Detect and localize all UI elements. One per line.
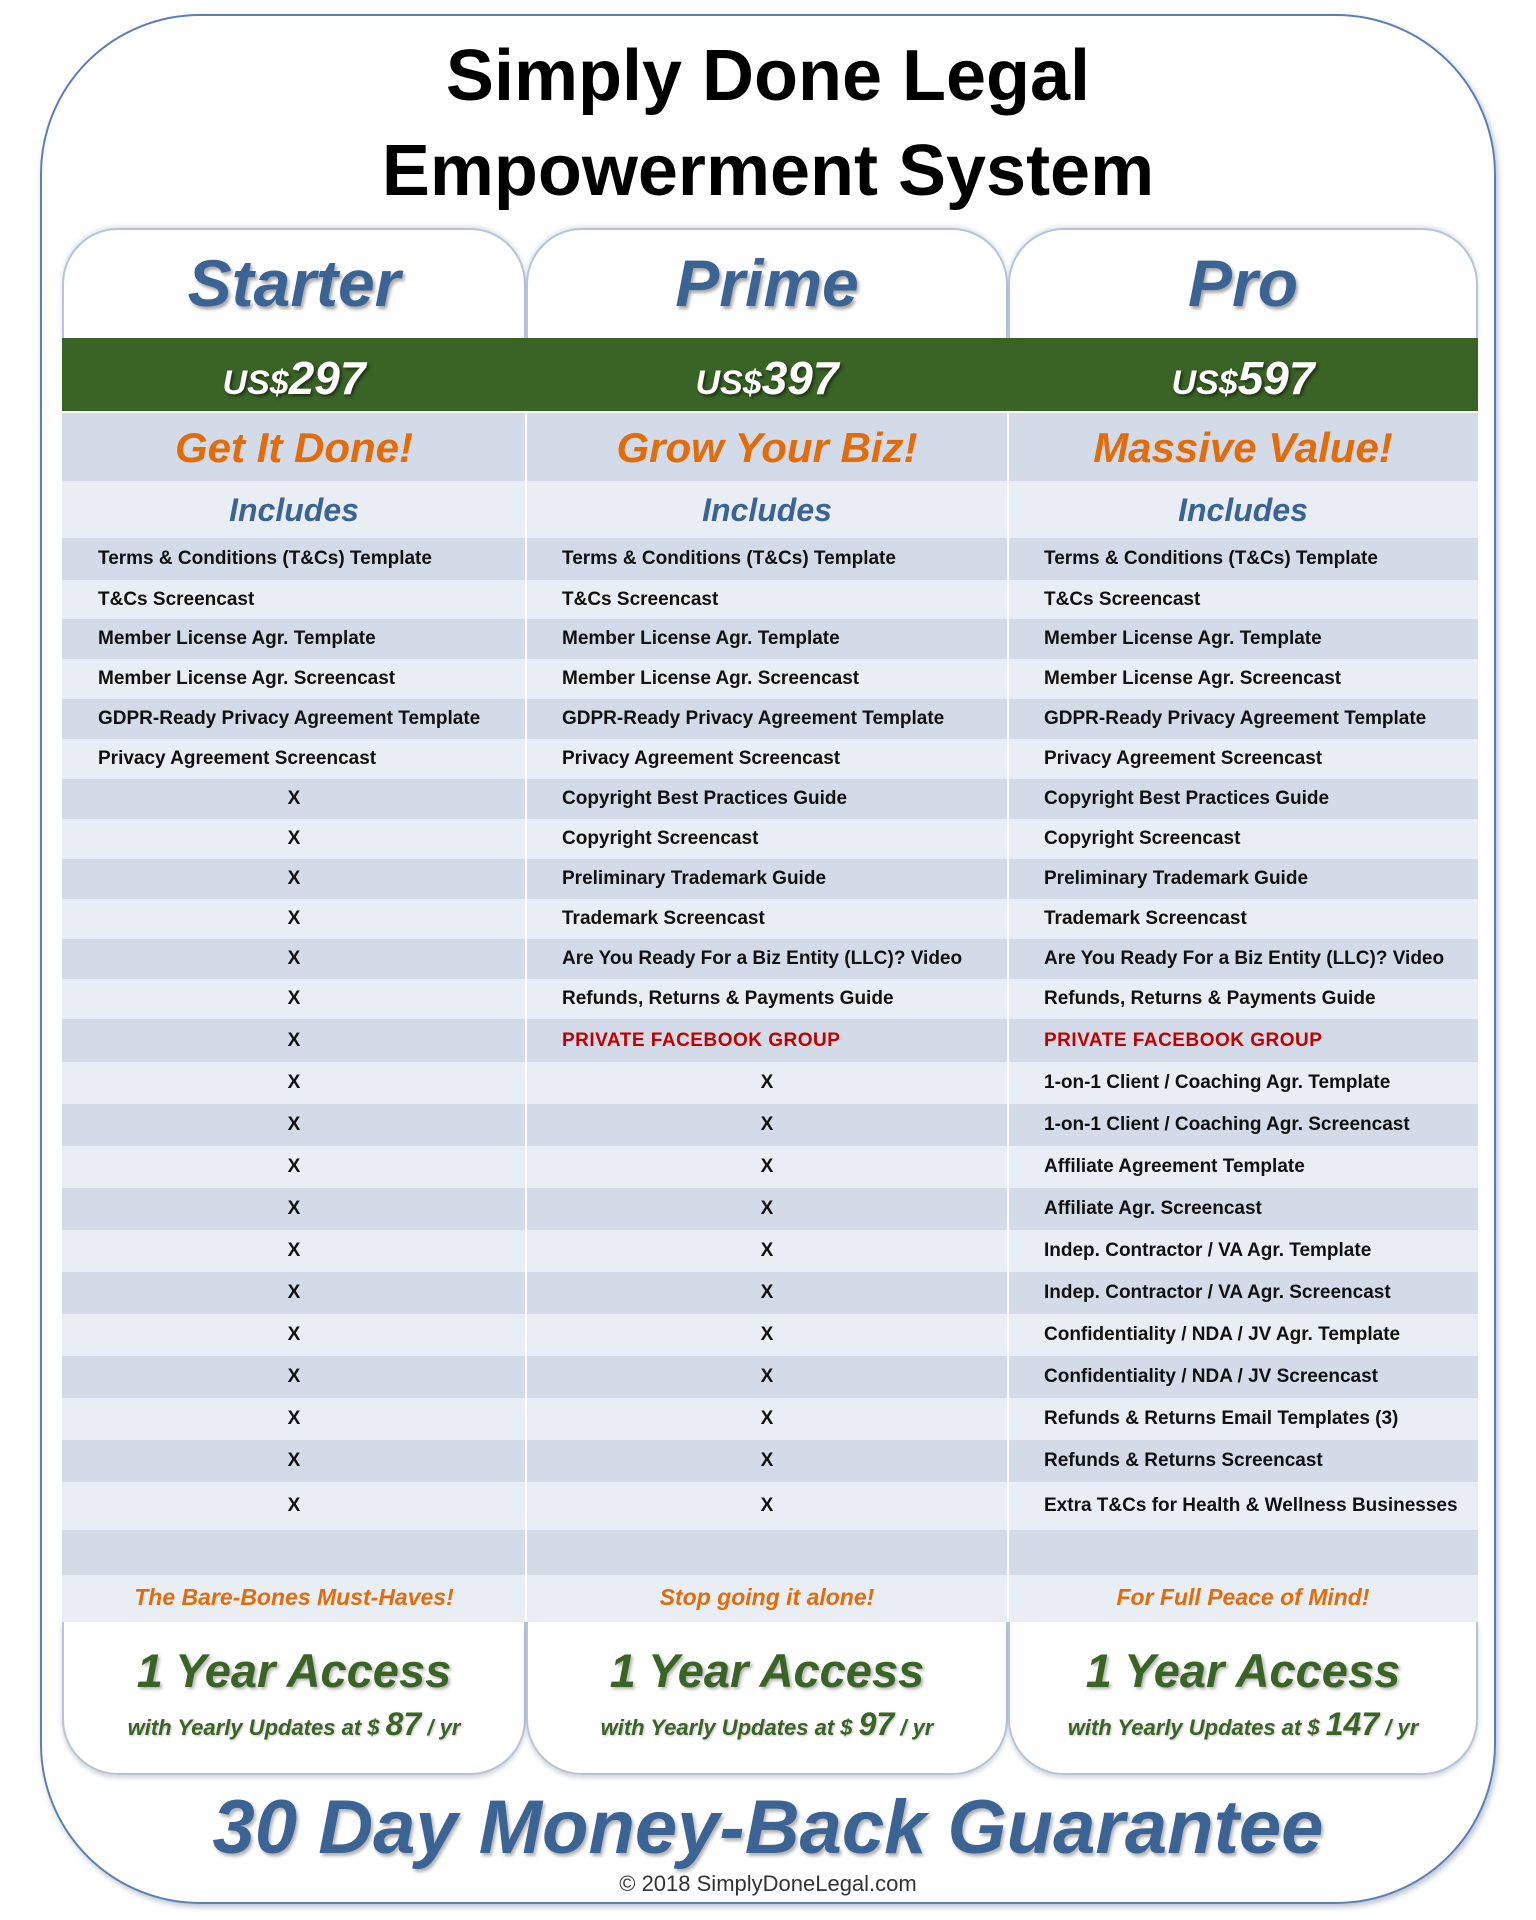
yearly-updates-starter <box>62 1704 526 1748</box>
not-included-mark: X <box>287 1450 301 1471</box>
not-included-mark: X <box>287 1072 301 1093</box>
feature-item: Preliminary Trademark Guide <box>562 868 827 889</box>
yearly-prefix: with Yearly Updates at $ <box>127 1715 380 1740</box>
feature-item: T&Cs Screencast <box>1044 588 1201 610</box>
feature-item: Indep. Contractor / VA Agr. Screencast <box>1044 1282 1391 1303</box>
access-starter: 1 Year Access <box>136 1644 452 1697</box>
not-included-mark: X <box>760 1156 774 1177</box>
feature-item: Terms & Conditions (T&Cs) Template <box>562 548 896 569</box>
not-included-mark: X <box>760 1450 774 1471</box>
yearly-suffix: / yr <box>427 1715 461 1740</box>
feature-item: Member License Agr. Template <box>562 628 840 649</box>
feature-item: Privacy Agreement Screencast <box>1044 748 1323 769</box>
not-included-mark: X <box>760 1282 774 1303</box>
yearly-suffix: / yr <box>900 1715 934 1740</box>
not-included-mark: X <box>287 1198 301 1219</box>
not-included-mark: X <box>760 1072 774 1093</box>
feature-item: T&Cs Screencast <box>98 588 255 610</box>
feature-item: GDPR-Ready Privacy Agreement Template <box>98 708 481 729</box>
feature-item: Trademark Screencast <box>1044 908 1247 929</box>
not-included-mark: X <box>760 1408 774 1429</box>
private-facebook-group-feature: PRIVATE FACEBOOK GROUP <box>562 1029 841 1051</box>
feature-item: Copyright Best Practices Guide <box>1044 788 1330 809</box>
feature-item: Extra T&Cs for Health & Wellness Businesses <box>1044 1495 1458 1516</box>
includes-heading-pro: Includes <box>1178 492 1308 528</box>
price-currency: US$ <box>1171 364 1238 402</box>
copyright-notice: © 2018 SimplyDoneLegal.com <box>619 1871 917 1896</box>
not-included-mark: X <box>287 1156 301 1177</box>
feature-item: Member License Agr. Screencast <box>562 668 860 689</box>
feature-item: Are You Ready For a Biz Entity (LLC)? Video <box>562 948 963 969</box>
yearly-amount: 97 <box>858 1706 895 1742</box>
price-pro <box>1008 338 1478 411</box>
feature-item: 1-on-1 Client / Coaching Agr. Template <box>1044 1072 1391 1093</box>
money-back-guarantee: 30 Day Money-Back Guarantee <box>212 1785 1324 1870</box>
page-title-line2: Empowerment System <box>381 131 1155 211</box>
tagline-pro: For Full Peace of Mind! <box>1116 1584 1370 1610</box>
not-included-mark: X <box>760 1114 774 1135</box>
slogan-prime: Grow Your Biz! <box>616 424 918 471</box>
access-pro: 1 Year Access <box>1085 1644 1401 1697</box>
not-included-mark: X <box>287 828 301 849</box>
tagline-prime: Stop going it alone! <box>659 1584 875 1610</box>
price-amount: 397 <box>761 352 839 404</box>
feature-item: Member License Agr. Screencast <box>1044 668 1342 689</box>
feature-item: Member License Agr. Screencast <box>98 668 396 689</box>
feature-item: Trademark Screencast <box>562 908 765 929</box>
not-included-mark: X <box>287 1282 301 1303</box>
slogan-starter: Get It Done! <box>175 424 413 471</box>
yearly-prefix: with Yearly Updates at $ <box>600 1715 853 1740</box>
spacer-row <box>62 1530 1478 1575</box>
page-title-line1: Simply Done Legal <box>445 36 1091 116</box>
not-included-mark: X <box>760 1198 774 1219</box>
feature-item: Refunds & Returns Screencast <box>1044 1450 1323 1471</box>
feature-item: Confidentiality / NDA / JV Agr. Template <box>1044 1324 1401 1345</box>
feature-item: Member License Agr. Template <box>98 628 376 649</box>
price-currency: US$ <box>222 364 289 402</box>
feature-item: Copyright Screencast <box>562 828 759 849</box>
feature-item: Copyright Screencast <box>1044 828 1241 849</box>
feature-item: Affiliate Agr. Screencast <box>1044 1198 1262 1219</box>
not-included-mark: X <box>287 1029 301 1051</box>
feature-item: Terms & Conditions (T&Cs) Template <box>1044 548 1378 569</box>
includes-heading-prime: Includes <box>702 492 832 528</box>
feature-item: 1-on-1 Client / Coaching Agr. Screencast <box>1044 1114 1410 1135</box>
feature-item: T&Cs Screencast <box>562 588 719 610</box>
feature-item: Terms & Conditions (T&Cs) Template <box>98 548 432 569</box>
feature-item: GDPR-Ready Privacy Agreement Template <box>1044 708 1427 729</box>
not-included-mark: X <box>287 788 301 809</box>
tier-name-pro: Pro <box>1187 246 1299 320</box>
yearly-prefix: with Yearly Updates at $ <box>1067 1715 1320 1740</box>
feature-item: GDPR-Ready Privacy Agreement Template <box>562 708 945 729</box>
not-included-mark: X <box>287 1240 301 1261</box>
yearly-amount: 87 <box>385 1706 422 1742</box>
yearly-suffix: / yr <box>1385 1715 1419 1740</box>
price-amount: 297 <box>288 352 366 404</box>
not-included-mark: X <box>287 1324 301 1345</box>
not-included-mark: X <box>287 1495 301 1516</box>
price-amount: 597 <box>1237 352 1315 404</box>
tier-name-prime: Prime <box>675 246 859 320</box>
feature-item: Are You Ready For a Biz Entity (LLC)? Video <box>1044 948 1445 969</box>
access-prime: 1 Year Access <box>609 1644 925 1697</box>
feature-item: Affiliate Agreement Template <box>1044 1156 1305 1177</box>
price-prime <box>526 338 1008 411</box>
yearly-updates-pro <box>1008 1704 1478 1748</box>
not-included-mark: X <box>287 948 301 969</box>
not-included-mark: X <box>287 868 301 889</box>
feature-item: Member License Agr. Template <box>1044 628 1322 649</box>
feature-item: Preliminary Trademark Guide <box>1044 868 1309 889</box>
not-included-mark: X <box>287 988 301 1009</box>
feature-item: Refunds, Returns & Payments Guide <box>1044 988 1376 1009</box>
feature-item: Indep. Contractor / VA Agr. Template <box>1044 1240 1372 1261</box>
price-starter <box>62 338 526 411</box>
not-included-mark: X <box>760 1324 774 1345</box>
feature-item: Refunds, Returns & Payments Guide <box>562 988 894 1009</box>
not-included-mark: X <box>760 1495 774 1516</box>
not-included-mark: X <box>287 1114 301 1135</box>
not-included-mark: X <box>287 1408 301 1429</box>
feature-item: Copyright Best Practices Guide <box>562 788 848 809</box>
tagline-starter: The Bare-Bones Must-Haves! <box>134 1584 454 1610</box>
feature-item: Refunds & Returns Email Templates (3) <box>1044 1408 1399 1429</box>
not-included-mark: X <box>760 1240 774 1261</box>
private-facebook-group-feature: PRIVATE FACEBOOK GROUP <box>1044 1029 1323 1051</box>
not-included-mark: X <box>760 1366 774 1387</box>
yearly-amount: 147 <box>1325 1706 1380 1742</box>
tier-name-starter: Starter <box>187 246 401 320</box>
slogan-pro: Massive Value! <box>1093 424 1393 471</box>
feature-item: Privacy Agreement Screencast <box>98 748 377 769</box>
feature-item: Privacy Agreement Screencast <box>562 748 841 769</box>
price-currency: US$ <box>695 364 762 402</box>
not-included-mark: X <box>287 1366 301 1387</box>
not-included-mark: X <box>287 908 301 929</box>
includes-heading-starter: Includes <box>229 492 359 528</box>
yearly-updates-prime <box>526 1704 1008 1748</box>
feature-item: Confidentiality / NDA / JV Screencast <box>1044 1366 1378 1387</box>
